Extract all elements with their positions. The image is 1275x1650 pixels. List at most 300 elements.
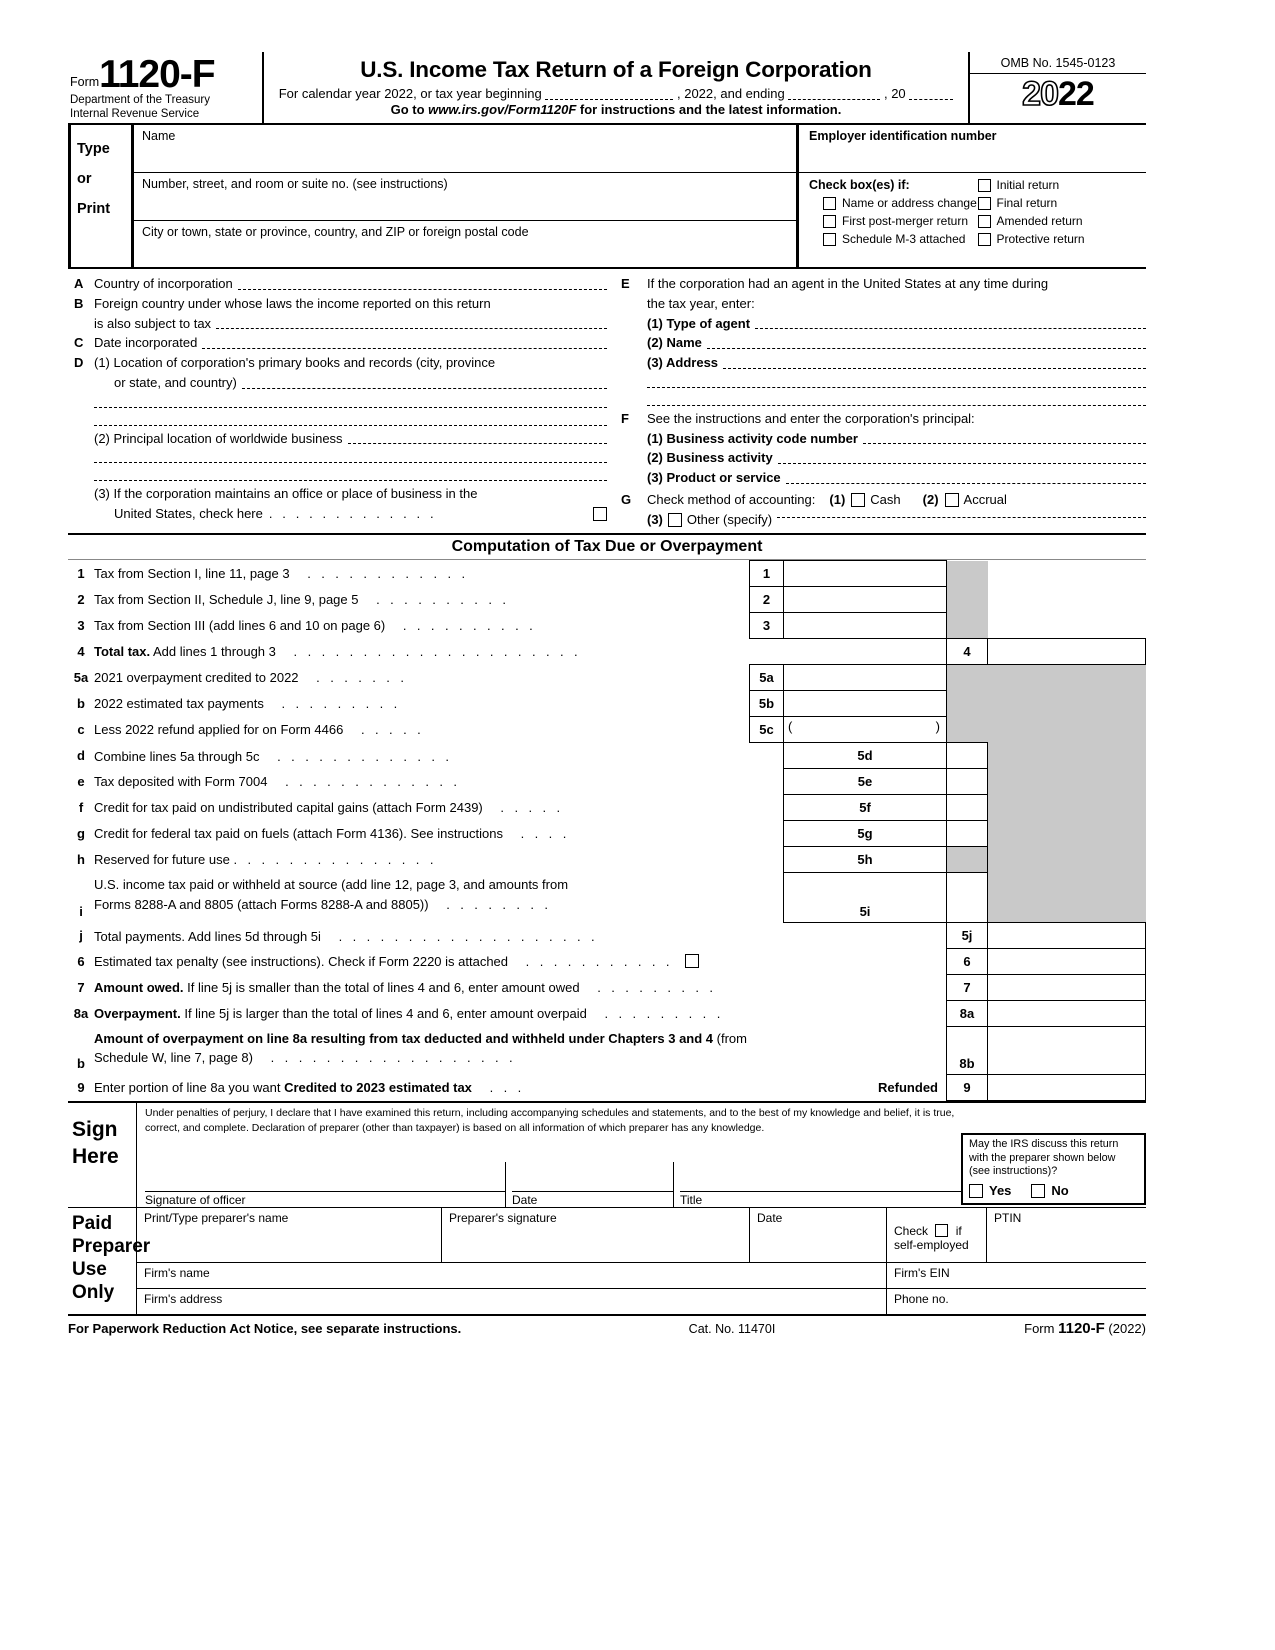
street-field[interactable] — [134, 173, 796, 221]
street-label: Number, street, and room or suite no. (see instructions) — [142, 177, 448, 192]
line-5f-number: f — [78, 800, 84, 816]
item-e1-input[interactable] — [755, 314, 1146, 330]
line-7-description — [94, 975, 947, 1001]
table-row — [68, 717, 1146, 743]
item-d — [68, 353, 607, 373]
leader-dots: . . . . . . . . . . . . . — [268, 506, 437, 522]
firm-address-label: Firm's address — [144, 1291, 223, 1306]
paperwork-notice: For Paperwork Reduction Act Notice, see separate instructions. — [68, 1320, 462, 1336]
omb-year-block — [970, 52, 1146, 123]
irs-discuss-yes[interactable] — [969, 1183, 1011, 1200]
line-5g-amount-input[interactable] — [947, 821, 988, 847]
line-5h-description — [94, 847, 784, 873]
firm-ein-label: Firm's EIN — [894, 1265, 950, 1280]
form-word-label: Form — [70, 75, 100, 90]
firm-ein-field[interactable] — [887, 1263, 1146, 1288]
checkbox-icon[interactable] — [823, 233, 836, 246]
table-row — [68, 769, 1146, 795]
item-d1-label-line1: (1) Location of corporation's primary books and records (city, province — [94, 355, 496, 371]
line-9-box-label: 9 — [947, 1075, 988, 1101]
no-label: No — [1051, 1183, 1069, 1199]
item-e-label-line1: If the corporation had an agent in the United States at any time during — [647, 276, 1049, 292]
table-row — [68, 691, 1146, 717]
line-5a-number: 5a — [73, 670, 89, 686]
irs-url-link[interactable]: www.irs.gov/Form1120F — [428, 102, 577, 117]
leader-dots: . . . . . . . . . — [583, 980, 717, 996]
line-label: Estimated tax penalty (see instructions). Check if Form 2220 is attached — [94, 954, 509, 970]
checkbox-icon[interactable] — [978, 215, 991, 228]
item-d2-input-cont-1[interactable] — [94, 448, 607, 463]
line-5d-box-label: 5d — [784, 743, 947, 769]
checkbox-amended-return[interactable] — [978, 214, 1147, 228]
checkbox-form-2220[interactable] — [685, 954, 699, 968]
checkbox-icon[interactable] — [978, 233, 991, 246]
table-row — [68, 847, 1146, 873]
checkbox-icon[interactable] — [935, 1224, 948, 1237]
table-row — [68, 923, 1146, 949]
paren-close: ) — [935, 719, 940, 735]
preparer-name-field[interactable] — [137, 1208, 442, 1262]
shaded-cell — [988, 795, 1146, 821]
irs-line: Internal Revenue Service — [70, 107, 200, 120]
item-a-input[interactable] — [238, 274, 607, 290]
item-d3-checkbox[interactable] — [593, 507, 607, 521]
city-field[interactable] — [134, 221, 796, 267]
checkbox-label: Amended return — [996, 214, 1083, 229]
item-e3-input-cont-1[interactable] — [647, 373, 1146, 388]
checkbox-icon[interactable] — [823, 197, 836, 210]
items-left-column — [68, 269, 615, 533]
table-row — [68, 587, 1146, 613]
paren-open: ( — [788, 719, 793, 735]
line-4-box-label: 4 — [947, 639, 988, 665]
line-6-box-label: 6 — [947, 949, 988, 975]
leader-dots: . . . . . . . . . — [267, 696, 401, 712]
ein-and-checkboxes — [799, 125, 1146, 267]
checkbox-label: Name or address change — [842, 196, 977, 211]
line-label-line1: Amount of overpayment on line 8a resulting from tax deducted and withheld under Chapters 3 and 4 — [94, 1030, 714, 1046]
checkbox-icon[interactable] — [823, 215, 836, 228]
item-e-letter: E — [621, 276, 630, 292]
goto-prefix: Go to — [390, 102, 429, 117]
item-e3-label: (3) Address — [647, 355, 719, 371]
item-e1-label: (1) Type of agent — [647, 315, 751, 331]
line-5j-description — [94, 923, 947, 949]
line-5f-amount-input[interactable] — [947, 795, 988, 821]
name-label: Name — [142, 129, 176, 144]
item-e3-input-cont-2[interactable] — [647, 391, 1146, 406]
checkbox-cash[interactable] — [851, 493, 865, 507]
irs-discuss-box — [961, 1133, 1146, 1205]
line-5i-description — [94, 873, 784, 923]
checkbox-accrual[interactable] — [945, 493, 959, 507]
line-label: 2022 estimated tax payments — [94, 696, 264, 712]
items-right-column — [615, 269, 1146, 533]
firm-name-field[interactable] — [137, 1263, 887, 1288]
checkbox-label: Final return — [996, 196, 1058, 211]
perjury-statement — [145, 1106, 1142, 1134]
line-5j-box-label: 5j — [947, 923, 988, 949]
item-f1-input[interactable] — [863, 429, 1146, 445]
checkbox-icon[interactable] — [1031, 1184, 1045, 1198]
checkbox-icon[interactable] — [969, 1184, 983, 1198]
firm-address-field[interactable] — [137, 1289, 887, 1314]
paid-preparer-label — [68, 1208, 151, 1314]
item-e3 — [621, 353, 1146, 373]
checkbox-label: Schedule M-3 attached — [842, 232, 966, 247]
ein-field[interactable] — [799, 125, 1146, 173]
items-section — [68, 269, 1146, 535]
tax-year-mid: , 2022, and ending — [677, 86, 785, 101]
self-employed-check[interactable] — [887, 1208, 987, 1262]
leader-dots: . . . . — [506, 826, 570, 842]
shaded-cell — [947, 691, 988, 717]
leader-dots: . . . . . — [486, 800, 564, 816]
shaded-cell — [988, 717, 1146, 743]
computation-section-heading: Computation of Tax Due or Overpayment — [68, 535, 1146, 560]
item-d2-input[interactable] — [348, 429, 607, 445]
item-f3-input[interactable] — [786, 468, 1146, 484]
item-e3-input[interactable] — [723, 353, 1146, 369]
line-9-amount-input[interactable] — [988, 1075, 1146, 1101]
irs-discuss-line2: with the preparer shown below — [969, 1151, 1116, 1164]
item-a-letter: A — [74, 276, 84, 292]
checkbox-protective-return[interactable] — [978, 232, 1147, 246]
table-row — [68, 743, 1146, 769]
line-5b-description — [94, 691, 750, 717]
line-7-number: 7 — [77, 980, 85, 996]
item-f3-label: (3) Product or service — [647, 470, 781, 486]
type-label: Type — [77, 141, 110, 158]
irs-discuss-no[interactable] — [1031, 1183, 1068, 1200]
signature-line[interactable] — [145, 1162, 505, 1192]
line-8b-description — [94, 1027, 947, 1075]
leader-dots: . . . . . . . . — [432, 896, 552, 912]
line-2-amount-input[interactable] — [784, 587, 947, 613]
name-field[interactable] — [134, 125, 796, 173]
preparer-signature-field[interactable] — [442, 1208, 750, 1262]
signature-date-field[interactable] — [505, 1162, 673, 1207]
line-2-number: 2 — [77, 592, 85, 608]
leader-dots: . . . . . . . . . — [590, 1006, 724, 1022]
checkbox-icon[interactable] — [978, 179, 991, 192]
line-9-description — [94, 1075, 947, 1101]
firm-name-label: Firm's name — [144, 1265, 210, 1280]
line-5h-number: h — [77, 852, 85, 868]
line-3-description — [94, 613, 750, 639]
leader-dots: . . . . . . . . . . . . . . . — [233, 852, 437, 868]
item-e2-label: (2) Name — [647, 335, 702, 351]
use-only-word: Use Only — [72, 1259, 115, 1304]
item-b — [68, 294, 607, 314]
shaded-cell — [947, 665, 988, 691]
item-f2-input[interactable] — [778, 448, 1146, 464]
item-d1-input[interactable] — [242, 373, 607, 389]
line-4-amount-input[interactable] — [988, 639, 1146, 665]
line-1-amount-input[interactable] — [784, 561, 947, 587]
item-g3 — [621, 510, 1146, 530]
checkbox-other-method[interactable] — [668, 513, 682, 527]
line-8b-amount-input[interactable] — [988, 1027, 1146, 1075]
line-5e-amount-input[interactable] — [947, 769, 988, 795]
item-f2 — [621, 448, 1146, 468]
city-label: City or town, state or province, country, and ZIP or foreign postal code — [142, 225, 529, 240]
table-row — [68, 665, 1146, 691]
item-g2-label: Accrual — [963, 491, 1007, 507]
item-g-label: Check method of accounting: — [647, 491, 816, 507]
item-d2-label: (2) Principal location of worldwide business — [94, 430, 343, 446]
empty-cell — [988, 561, 1146, 587]
ptin-field[interactable] — [987, 1208, 1146, 1262]
irs-discuss-line1: May the IRS discuss this return — [969, 1137, 1119, 1150]
line-5e-number: e — [77, 774, 85, 790]
line-label: Add lines 1 through 3 — [153, 644, 276, 660]
year-solid-digits: 22 — [1058, 75, 1094, 113]
page-title: U.S. Income Tax Return of a Foreign Corporation — [360, 57, 872, 82]
item-g — [621, 490, 1146, 510]
line-4-number: 4 — [77, 644, 85, 660]
computation-table — [68, 560, 1146, 1101]
line-3-box-label: 3 — [750, 613, 784, 639]
paid-preparer-fields — [136, 1208, 1146, 1314]
leader-dots: . . . . . . . . . . . . . — [263, 748, 453, 764]
paid-word: Paid — [72, 1212, 113, 1234]
item-e2-input[interactable] — [707, 333, 1146, 349]
shaded-cell — [947, 613, 988, 639]
table-row — [68, 1001, 1146, 1027]
check-label: Check — [894, 1223, 929, 1238]
officer-title-field[interactable] — [673, 1162, 983, 1207]
line-5a-amount-input[interactable] — [784, 665, 947, 691]
table-row — [68, 949, 1146, 975]
perjury-line1: Under penalties of perjury, I declare that I have examined this return, including accompanying schedules and statements, and to the best of my knowledge and belief, it is true, — [145, 1107, 955, 1120]
shaded-cell — [988, 691, 1146, 717]
line-5c-description — [94, 717, 750, 743]
item-b-letter: B — [74, 295, 84, 311]
line-label: 2021 overpayment credited to 2022 — [94, 670, 299, 686]
preparer-date-field[interactable] — [750, 1208, 887, 1262]
signature-area — [136, 1103, 1146, 1206]
item-d3-line2 — [68, 504, 607, 524]
table-row — [68, 1027, 1146, 1075]
checkbox-label: First post-merger return — [842, 214, 969, 229]
checkbox-initial-return[interactable] — [978, 178, 1147, 192]
or-label: or — [77, 170, 92, 187]
sign-here-section — [68, 1101, 1146, 1206]
item-b-label-line1: Foreign country under whose laws the income reported on this return — [94, 295, 491, 311]
line-5i-amount-input[interactable] — [947, 873, 988, 923]
checkbox-label: Protective return — [996, 232, 1085, 247]
line-3-number: 3 — [77, 618, 85, 634]
leader-dots: . . . . . . . . . . . . . . . . . . — [256, 1049, 517, 1065]
perjury-line2: correct, and complete. Declaration of preparer (other than taxpayer) is based on all information of which preparer has any knowledge. — [145, 1121, 765, 1134]
leader-dots: . . . . . . . . . . . . . . . . . . . — [324, 928, 599, 944]
item-d2-input-cont-2[interactable] — [94, 466, 607, 481]
line-bold-lead: Overpayment. — [94, 1006, 181, 1022]
ptin-label: PTIN — [994, 1210, 1022, 1225]
line-1-description — [94, 561, 750, 587]
table-row — [68, 639, 1146, 665]
yes-label: Yes — [989, 1183, 1012, 1199]
item-f-letter: F — [621, 410, 629, 426]
item-g3-label: Other (specify) — [686, 511, 773, 527]
item-a — [68, 274, 607, 294]
item-b-input[interactable] — [216, 314, 607, 330]
line-5i-box-label: 5i — [784, 873, 947, 923]
line-label: Enter portion of line 8a you want — [94, 1080, 285, 1096]
empty-cell — [988, 587, 1146, 613]
line-label: Reserved for future use — [94, 852, 230, 868]
tax-year-line — [270, 86, 962, 101]
line-6-description — [94, 949, 947, 975]
phone-field[interactable] — [887, 1289, 1146, 1314]
line-5b-number: b — [77, 696, 85, 712]
identity-block — [68, 125, 1146, 269]
shaded-cell — [988, 665, 1146, 691]
table-row — [68, 561, 1146, 587]
checkbox-icon[interactable] — [978, 197, 991, 210]
line-label-line2: Forms 8288-A and 8805 (attach Forms 8288-A and 8805)) — [94, 896, 429, 912]
goto-instructions-line — [270, 102, 962, 117]
leader-dots: . . . — [475, 1080, 525, 1096]
line-label: Less 2022 refund applied for on Form 4466 — [94, 722, 344, 738]
line-5g-box-label: 5g — [784, 821, 947, 847]
line-5d-amount-input[interactable] — [947, 743, 988, 769]
item-d3-label-line2: United States, check here — [114, 506, 263, 522]
line-5b-amount-input[interactable] — [784, 691, 947, 717]
tax-year-begin-input[interactable] — [545, 87, 673, 100]
date-line[interactable] — [512, 1162, 673, 1192]
table-row — [68, 873, 1146, 923]
address-fields — [134, 125, 799, 267]
shaded-cell — [947, 561, 988, 587]
line-label: Credit for federal tax paid on fuels (attach Form 4136). See instructions — [94, 826, 503, 842]
table-row — [68, 613, 1146, 639]
item-d1-input-cont-2[interactable] — [94, 411, 607, 426]
item-f2-label: (2) Business activity — [647, 450, 773, 466]
line-5d-description — [94, 743, 784, 769]
line-label-line1: U.S. income tax paid or withheld at source (add line 12, page 3, and amounts from — [94, 876, 569, 892]
if-label: if — [955, 1223, 962, 1238]
line-5a-description — [94, 665, 750, 691]
line-5f-box-label: 5f — [784, 795, 947, 821]
checkbox-first-post-merger[interactable] — [823, 214, 978, 228]
line-7-amount-input[interactable] — [988, 975, 1146, 1001]
officer-signature-field[interactable] — [145, 1162, 505, 1207]
item-f3 — [621, 468, 1146, 488]
tax-year-display — [970, 74, 1146, 114]
shaded-cell — [988, 769, 1146, 795]
line-8a-amount-input[interactable] — [988, 1001, 1146, 1027]
form-header — [68, 52, 1146, 125]
leader-dots: . . . . . . . . . . — [362, 592, 510, 608]
table-row — [68, 1075, 1146, 1101]
item-c-letter: C — [74, 335, 84, 351]
item-g-letter: G — [621, 491, 632, 507]
line-label-tail: (from — [716, 1030, 747, 1046]
paid-preparer-section — [68, 1207, 1146, 1314]
item-c-input[interactable] — [202, 333, 607, 349]
line-5e-description — [94, 769, 784, 795]
tax-year-yy-input[interactable] — [909, 87, 953, 100]
line-label: Total payments. Add lines 5d through 5i — [94, 928, 321, 944]
item-g3-input[interactable] — [777, 517, 1146, 518]
form-identifier-block — [68, 52, 264, 123]
line-5c-amount-input[interactable] — [784, 717, 947, 743]
item-g3-number: (3) — [647, 511, 663, 527]
item-e2 — [621, 333, 1146, 353]
item-d-letter: D — [74, 355, 84, 371]
shaded-cell — [947, 717, 988, 743]
footer-form-word: Form — [1024, 1320, 1059, 1336]
item-e-label-line2: the tax year, enter: — [647, 295, 755, 311]
line-6-number: 6 — [77, 954, 85, 970]
item-f-label: See the instructions and enter the corporation's principal: — [647, 410, 975, 426]
type-or-print-label — [68, 125, 134, 267]
ein-label: Employer identification number — [809, 129, 997, 144]
item-d1-label-line2: or state, and country) — [114, 374, 237, 390]
line-8a-box-label: 8a — [947, 1001, 988, 1027]
line-3-amount-input[interactable] — [784, 613, 947, 639]
line-8b-number: b — [77, 1055, 85, 1071]
footer-form-id — [896, 1320, 1146, 1337]
line-label: Tax from Section I, line 11, page 3 — [94, 566, 290, 582]
tax-year-end-input[interactable] — [788, 87, 880, 100]
line-bold-lead: Amount owed. — [94, 980, 184, 996]
table-row — [68, 795, 1146, 821]
checkbox-schedule-m3[interactable] — [823, 232, 978, 246]
line-5g-description — [94, 821, 784, 847]
preparer-name-label: Print/Type preparer's name — [144, 1210, 289, 1225]
phone-label: Phone no. — [894, 1291, 949, 1306]
leader-dots: . . . . . . . . . . . — [511, 954, 673, 970]
line-5i-number: i — [79, 903, 83, 919]
line-6-amount-input[interactable] — [988, 949, 1146, 975]
item-a-label: Country of incorporation — [94, 276, 233, 292]
item-f1 — [621, 429, 1146, 449]
line-5c-number: c — [77, 722, 85, 738]
sign-word: Sign — [72, 1118, 118, 1142]
omb-number: OMB No. 1545-0123 — [970, 52, 1146, 74]
line-5j-amount-input[interactable] — [988, 923, 1146, 949]
line-5d-number: d — [77, 748, 85, 764]
dept-treasury-line: Department of the Treasury — [70, 94, 210, 107]
title-caption: Title — [680, 1192, 703, 1207]
line-bold-lead: Total tax. — [94, 644, 151, 660]
sign-here-label — [68, 1103, 136, 1206]
leader-dots: . . . . . . . . . . . . . — [271, 774, 461, 790]
line-label: Tax deposited with Form 7004 — [94, 774, 268, 790]
footer-form-number: 1120-F — [1058, 1319, 1105, 1337]
preparer-signature-label: Preparer's signature — [449, 1210, 557, 1225]
shaded-cell — [988, 821, 1146, 847]
preparer-date-label: Date — [757, 1210, 783, 1225]
line-1-number: 1 — [77, 566, 85, 582]
item-d1-input-cont-1[interactable] — [94, 393, 607, 408]
leader-dots: . . . . . — [346, 722, 425, 738]
item-f — [621, 409, 1146, 429]
tax-year-suffix: , 20 — [883, 86, 906, 101]
line-5e-box-label: 5e — [784, 769, 947, 795]
line-8b-box-label: 8b — [947, 1027, 988, 1075]
checkbox-name-address-change[interactable] — [823, 196, 978, 210]
table-row — [68, 821, 1146, 847]
line-8a-number: 8a — [73, 1006, 89, 1022]
item-g1-label: Cash — [870, 491, 901, 507]
checkbox-final-return[interactable] — [978, 196, 1147, 210]
empty-cell — [988, 613, 1146, 639]
title-line[interactable] — [680, 1162, 983, 1192]
